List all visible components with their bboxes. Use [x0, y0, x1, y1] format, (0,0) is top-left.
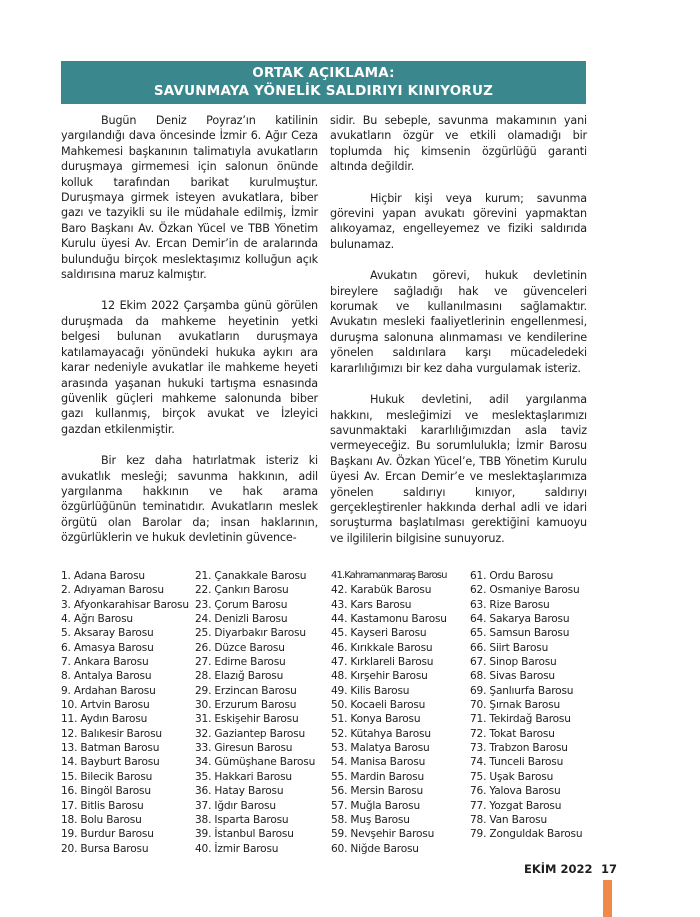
signatory-bar: 30. Erzurum Barosu	[195, 699, 297, 712]
signatory-bar: 53. Malatya Barosu	[331, 742, 430, 755]
signatory-bar: 32. Gaziantep Barosu	[195, 727, 305, 740]
signatory-bar: 71. Tekirdağ Barosu	[470, 713, 571, 726]
signatory-bar: 65. Samsun Barosu	[470, 627, 570, 640]
signatory-column-4	[470, 569, 582, 842]
signatory-bar: 28. Elazığ Barosu	[195, 670, 284, 683]
signatory-bar: 35. Hakkari Barosu	[195, 770, 292, 783]
signatory-bar: 19. Burdur Barosu	[61, 828, 154, 841]
signatory-bar: 39. İstanbul Barosu	[195, 828, 294, 841]
signatory-bar: 15. Bilecik Barosu	[61, 770, 153, 783]
signatory-bar: 12. Balıkesir Barosu	[61, 727, 162, 740]
signatory-bar: 4. Ağrı Barosu	[61, 613, 133, 626]
signatory-bar: 14. Bayburt Barosu	[61, 756, 160, 769]
article-title-banner	[61, 61, 586, 104]
signatory-bar: 26. Düzce Barosu	[195, 641, 285, 654]
signatory-bar: 10. Artvin Barosu	[61, 699, 150, 712]
title-line-1: ORTAK AÇIKLAMA:	[252, 65, 395, 81]
signatory-bar: 24. Denizli Barosu	[195, 613, 288, 626]
signatory-bar: 46. Kırıkkale Barosu	[331, 641, 433, 654]
title-line-2: SAVUNMAYA YÖNELİK SALDIRIYI KINIYORUZ	[153, 83, 494, 99]
signatory-bar: 68. Sivas Barosu	[470, 670, 555, 683]
signatory-bar: 3. Afyonkarahisar Barosu	[61, 598, 189, 611]
signatory-bar: 36. Hatay Barosu	[195, 785, 284, 798]
signatory-bar: 72. Tokat Barosu	[470, 727, 555, 740]
signatory-bar: 16. Bingöl Barosu	[61, 785, 151, 798]
signatory-bar: 59. Nevşehir Barosu	[331, 828, 435, 841]
signatory-bar: 31. Eskişehir Barosu	[195, 713, 299, 726]
signatory-bar: 61. Ordu Barosu	[470, 570, 554, 582]
signatory-bar: 78. Van Barosu	[470, 813, 548, 826]
signatory-bar: 67. Sinop Barosu	[470, 656, 557, 669]
signatory-bar: 13. Batman Barosu	[61, 742, 160, 755]
paragraph: Hiçbir kişi veya kurum; savunma görevini yapan avukatı görevini yapmaktan alıkoyamaz, engelleyemez ve fiziki saldırıda bulunamaz.	[330, 191, 587, 251]
signatory-bar: 57. Muğla Barosu	[331, 799, 420, 812]
signatory-bar: 25. Diyarbakır Barosu	[195, 627, 306, 640]
signatory-bar: 79. Zonguldak Barosu	[470, 828, 583, 841]
signatory-bar: 73. Trabzon Barosu	[470, 742, 568, 755]
signatory-bar: 47. Kırklareli Barosu	[331, 656, 434, 669]
signatory-bar: 20. Bursa Barosu	[61, 842, 149, 855]
signatory-bar: 7. Ankara Barosu	[61, 656, 149, 669]
paragraph: 12 Ekim 2022 Çarşamba günü görülen duruşmada da mahkeme heyetinin yetki belgesi bulunan avukatların duruşmaya katılamayacağı yönündeki hukuka aykırı ara karar nedeniyle avukatlar ile mahkeme heyeti arasında yaşanan hukuki tartışma esnasında güvenlik güçleri mahkeme salonunda biber gazı kullanmış, birçok avukat ve İzleyici gazdan etkilenmiştir.	[61, 299, 318, 436]
signatory-bar: 6. Amasya Barosu	[61, 641, 154, 654]
signatory-bar: 56. Mersin Barosu	[331, 785, 423, 798]
paragraph: Bugün Deniz Poyraz’ın katilinin yargılandığı dava öncesinde İzmir 6. Ağır Ceza Mahkemesi başkanının talimatıyla avukatların duruşmaya girmemesi için salonun önünde kolluk tarafından barikat kurulmuştur. Duruşmaya girmek isteyen avukatlara, biber gazı ve tazyikli su ile müdahale edilmiş, İzmir Baro Başkanı Av. Özkan Yücel ve TBB Yönetim Kurulu üyesi Av. Ercan Demir’in de aralarında bulunduğu birçok meslektaşımız kolluğun açık saldırısına maruz kalmıştır.	[61, 114, 318, 282]
signatory-bar: 9. Ardahan Barosu	[61, 684, 156, 697]
signatory-bar: 22. Çankırı Barosu	[195, 584, 289, 597]
article-column-left	[61, 113, 318, 562]
paragraph: Hukuk devletini, adil yargılanma hakkını, mesleğimizi ve meslektaşlarımızı savunmaktaki kararlılığımızdan asla taviz vermeyeceğiz. Bu sorumlulukla; İzmir Barosu Başkanı Av. Özkan Yücel’e, TBB Yönetim Kurulu üyesi Av. Ercan Demir’e ve meslektaşlarımıza yönelen saldırıyı kınıyor, saldırıyı gerçekleştirenler hakkında derhal adli ve idari soruşturma başlatılması gerektiğini kamuoyu ve ilgililerin bilgisine sunuyoruz.	[330, 393, 587, 545]
signatory-bar: 44. Kastamonu Barosu	[331, 613, 447, 626]
signatory-bar: 60. Niğde Barosu	[331, 842, 419, 855]
signatory-bar: 37. Iğdır Barosu	[195, 799, 276, 812]
signatory-bar: 41.Kahramanmaraş Barosu	[331, 570, 447, 581]
signatory-bar: 52. Kütahya Barosu	[331, 727, 431, 740]
signatory-bar: 62. Osmaniye Barosu	[470, 584, 580, 597]
paragraph: Avukatın görevi, hukuk devletinin bireylere sağladığı hak ve güvenceleri korumak ve kullanılmasını sağlamaktır. Avukatın mesleki faaliyetlerinin engellenmesi, duruşma salonuna alınmaması ve kendilerine yönelen saldırılara karşı mücadeledeki kararlılığımızı bir kez daha vurgulamak isteriz.	[330, 269, 587, 375]
signatory-bar: 45. Kayseri Barosu	[331, 627, 427, 640]
signatory-bar: 2. Adıyaman Barosu	[61, 584, 164, 597]
signatory-bar: 43. Kars Barosu	[331, 598, 412, 611]
signatory-bar: 49. Kilis Barosu	[331, 684, 410, 697]
signatory-bar: 34. Gümüşhane Barosu	[195, 756, 316, 769]
signatory-bar: 23. Çorum Barosu	[195, 598, 288, 611]
signatory-bar: 27. Edirne Barosu	[195, 656, 286, 669]
signatory-column-3	[331, 569, 447, 856]
signatory-bar: 75. Uşak Barosu	[470, 770, 554, 783]
signatory-bar: 11. Aydın Barosu	[61, 713, 148, 726]
signatory-column-2	[195, 569, 315, 856]
signatory-bar: 21. Çanakkale Barosu	[195, 570, 307, 582]
signatory-bar: 8. Antalya Barosu	[61, 670, 152, 683]
article-column-right	[330, 113, 587, 562]
signatory-bar: 69. Şanlıurfa Barosu	[470, 684, 574, 697]
signatory-bar: 51. Konya Barosu	[331, 713, 421, 726]
signatory-bar: 54. Manisa Barosu	[331, 756, 426, 769]
paragraph: Bir kez daha hatırlatmak isteriz ki avukatlık mesleği; savunma hakkının, adil yargılanma hakkının ve hak arama özgürlüğünün teminatıdır. Avukatların meslek örgütü olan Barolar da; insan haklarının, özgürlüklerin ve hukuk devletinin güvence-	[61, 454, 318, 545]
signatory-bar: 55. Mardin Barosu	[331, 770, 424, 783]
paragraph-continued: sidir. Bu sebeple, savunma makamının yani avukatların özgür ve etkili olamadığı bir toplumda hiç kimsenin özgürlüğü garanti altında değildir.	[330, 114, 587, 174]
signatory-bar: 17. Bitlis Barosu	[61, 799, 144, 812]
page-accent-bar	[603, 880, 612, 917]
signatory-bar: 48. Kırşehir Barosu	[331, 670, 428, 683]
signatory-bar: 77. Yozgat Barosu	[470, 799, 562, 812]
signatory-bar: 50. Kocaeli Barosu	[331, 699, 426, 712]
signatory-bar: 5. Aksaray Barosu	[61, 627, 154, 640]
signatory-bar: 74. Tunceli Barosu	[470, 756, 564, 769]
signatory-column-1	[61, 569, 189, 856]
signatory-bar: 33. Giresun Barosu	[195, 742, 293, 755]
page-number: 17	[601, 862, 618, 876]
signatory-bar: 42. Karabük Barosu	[331, 584, 432, 597]
signatory-bar: 66. Siirt Barosu	[470, 641, 549, 654]
signatory-bar: 63. Rize Barosu	[470, 598, 550, 611]
signatory-bar: 64. Sakarya Barosu	[470, 613, 570, 626]
signatory-bar: 76. Yalova Barosu	[470, 785, 561, 798]
issue-date: EKİM 2022	[524, 862, 593, 876]
signatory-bar: 18. Bolu Barosu	[61, 813, 142, 826]
signatory-bar: 1. Adana Barosu	[61, 570, 145, 582]
signatory-bar: 40. İzmir Barosu	[195, 842, 279, 855]
signatory-bar: 58. Muş Barosu	[331, 813, 410, 826]
signatory-bar: 38. Isparta Barosu	[195, 813, 289, 826]
signatory-bar: 29. Erzincan Barosu	[195, 684, 297, 697]
signatory-bar: 70. Şırnak Barosu	[470, 699, 560, 712]
